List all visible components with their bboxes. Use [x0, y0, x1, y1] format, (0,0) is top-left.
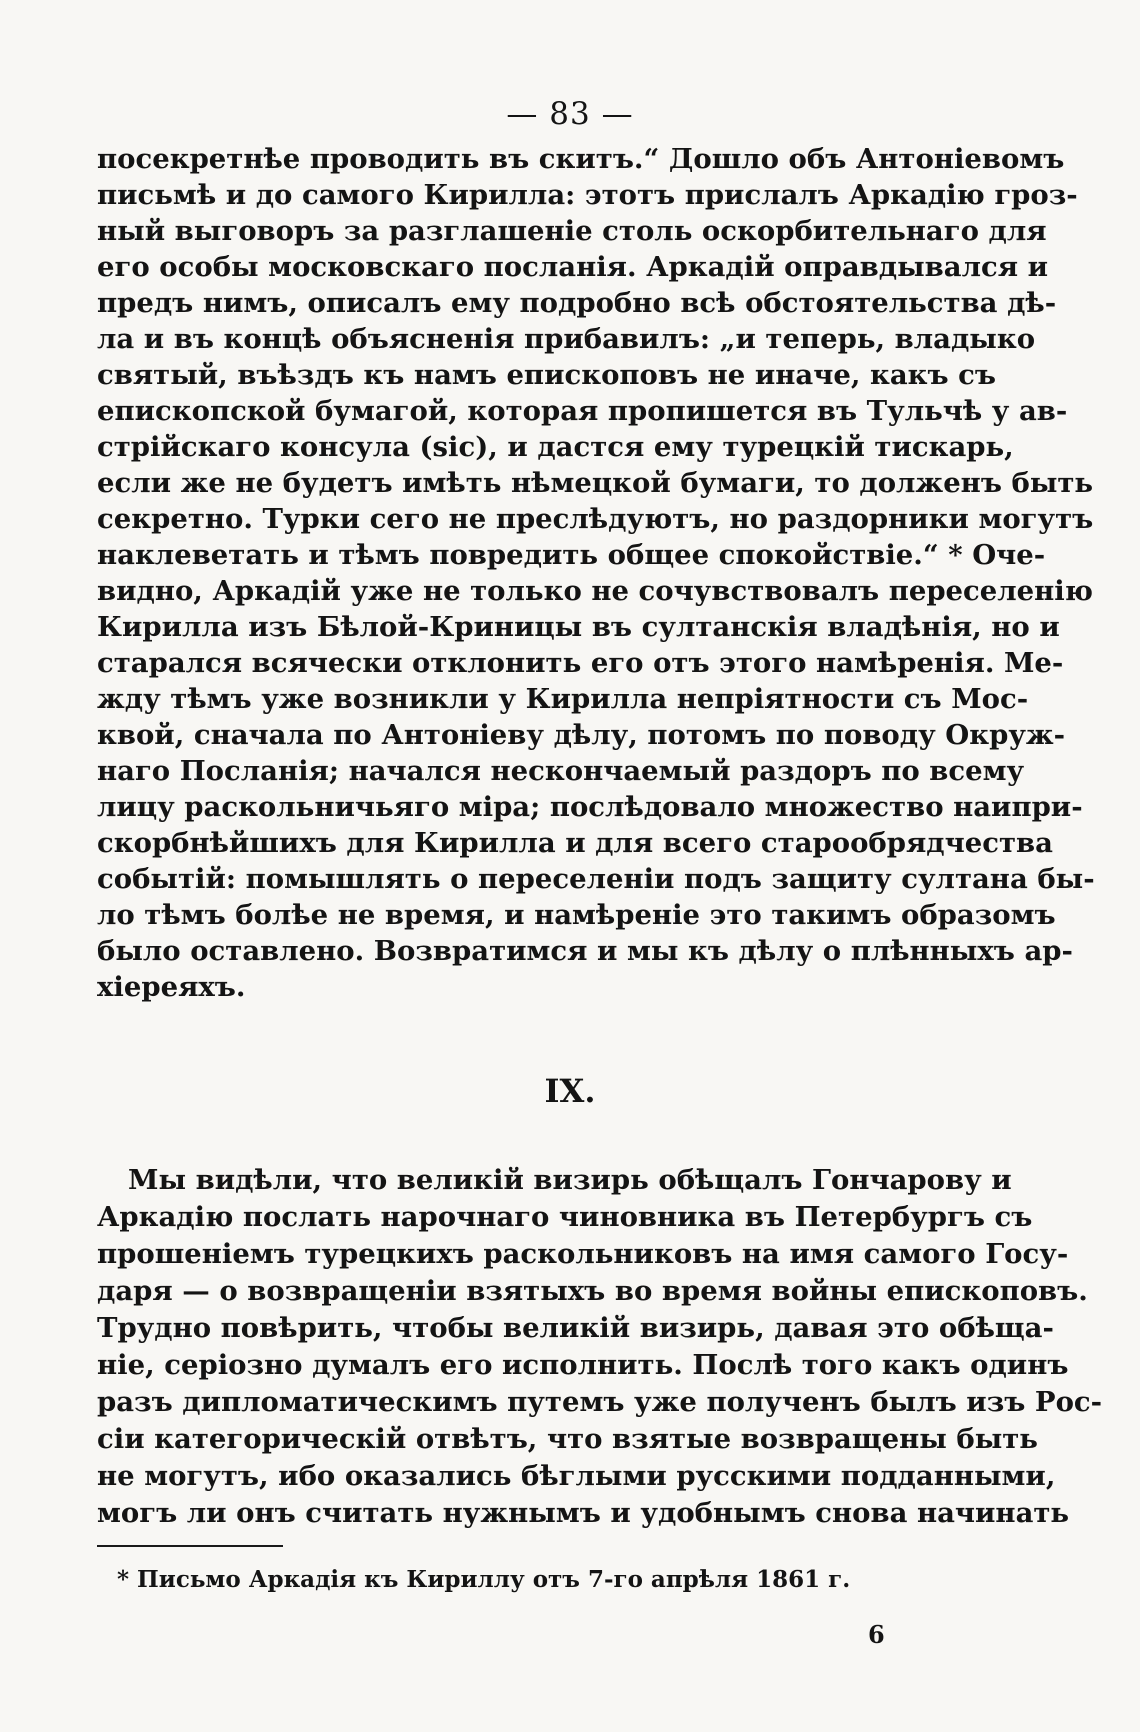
footnote-rule: [97, 1545, 283, 1547]
text-line: видно, Аркадій уже не только не сочувствовалъ переселенію: [97, 575, 1093, 607]
footnote: * Письмо Аркадія къ Кириллу отъ 7-го апрѣля 1861 г.: [117, 1566, 851, 1593]
text-line: ный выговоръ за разглашеніе столь оскорбительнаго для: [97, 215, 1047, 247]
text-line: прошеніемъ турецкихъ раскольниковъ на имя самого Госу-: [97, 1238, 1069, 1270]
text-line: предъ нимъ, описалъ ему подробно всѣ обстоятельства дѣ-: [97, 287, 1057, 319]
text-line: сіи категорическій отвѣтъ, что взятые возвращены быть: [97, 1423, 1038, 1455]
section-heading: IX.: [544, 1072, 596, 1110]
text-line: наго Посланія; начался нескончаемый раздоръ по всему: [97, 755, 1025, 787]
text-line: лицу раскольничьяго міра; послѣдовало множество наипри-: [97, 791, 1083, 823]
text-line: Аркадію послать нарочнаго чиновника въ Петербургъ съ: [97, 1201, 1033, 1233]
text-line: письмѣ и до самого Кирилла: этотъ прислалъ Аркадію гроз-: [97, 179, 1078, 211]
text-line: Мы видѣли, что великій визирь обѣщалъ Гончарову и: [128, 1164, 1012, 1196]
signature-mark: 6: [868, 1620, 885, 1649]
text-line: не могутъ, ибо оказались бѣглыми русскими подданными,: [97, 1460, 1056, 1492]
text-line: Кирилла изъ Бѣлой-Криницы въ султанскія владѣнія, но и: [97, 611, 1060, 643]
text-line: его особы московскаго посланія. Аркадій оправдывался и: [97, 251, 1049, 283]
text-line: святый, въѣздъ къ намъ епископовъ не иначе, какъ съ: [97, 359, 997, 391]
text-line: ніе, серіозно думалъ его исполнить. Послѣ того какъ одинъ: [97, 1349, 1069, 1381]
text-line: секретно. Турки сего не преслѣдуютъ, но раздорники могутъ: [97, 503, 1094, 535]
text-line: даря — о возвращеніи взятыхъ во время войны епископовъ.: [97, 1275, 1088, 1307]
page-number: — 83 —: [506, 96, 634, 132]
text-line: событій: помышлять о переселеніи подъ защиту султана бы-: [97, 863, 1095, 895]
text-line: жду тѣмъ уже возникли у Кирилла непріятности съ Мос-: [97, 683, 1029, 715]
text-line: было оставлено. Возвратимся и мы къ дѣлу о плѣнныхъ ар-: [97, 935, 1073, 967]
text-line: скорбнѣйшихъ для Кирилла и для всего старообрядчества: [97, 827, 1053, 859]
text-line: наклеветать и тѣмъ повредить общее спокойствіе.“ * Оче-: [97, 539, 1046, 571]
text-line: могъ ли онъ считать нужнымъ и удобнымъ снова начинать: [97, 1497, 1070, 1529]
text-line: стрійскаго консула (sic), и дастся ему турецкій тискарь,: [97, 431, 1014, 463]
text-line: хіереяхъ.: [97, 971, 246, 1003]
text-line: разъ дипломатическимъ путемъ уже полученъ былъ изъ Рос-: [97, 1386, 1103, 1418]
text-line: Трудно повѣрить, чтобы великій визирь, давая это обѣща-: [97, 1312, 1054, 1344]
text-line: ло тѣмъ болѣе не время, и намѣреніе это такимъ образомъ: [97, 899, 1056, 931]
text-line: если же не будетъ имѣть нѣмецкой бумаги, то долженъ быть: [97, 467, 1094, 499]
text-line: ла и въ концѣ объясненія прибавилъ: „и теперь, владыко: [97, 323, 1036, 355]
text-line: посекретнѣе проводить въ скитъ.“ Дошло объ Антоніевомъ: [97, 143, 1065, 175]
text-line: старался всячески отклонить его отъ этого намѣренія. Ме-: [97, 647, 1064, 679]
text-line: епископской бумагой, которая пропишется въ Тульчѣ у ав-: [97, 395, 1068, 427]
text-line: квой, сначала по Антоніеву дѣлу, потомъ по поводу Окруж-: [97, 719, 1066, 751]
